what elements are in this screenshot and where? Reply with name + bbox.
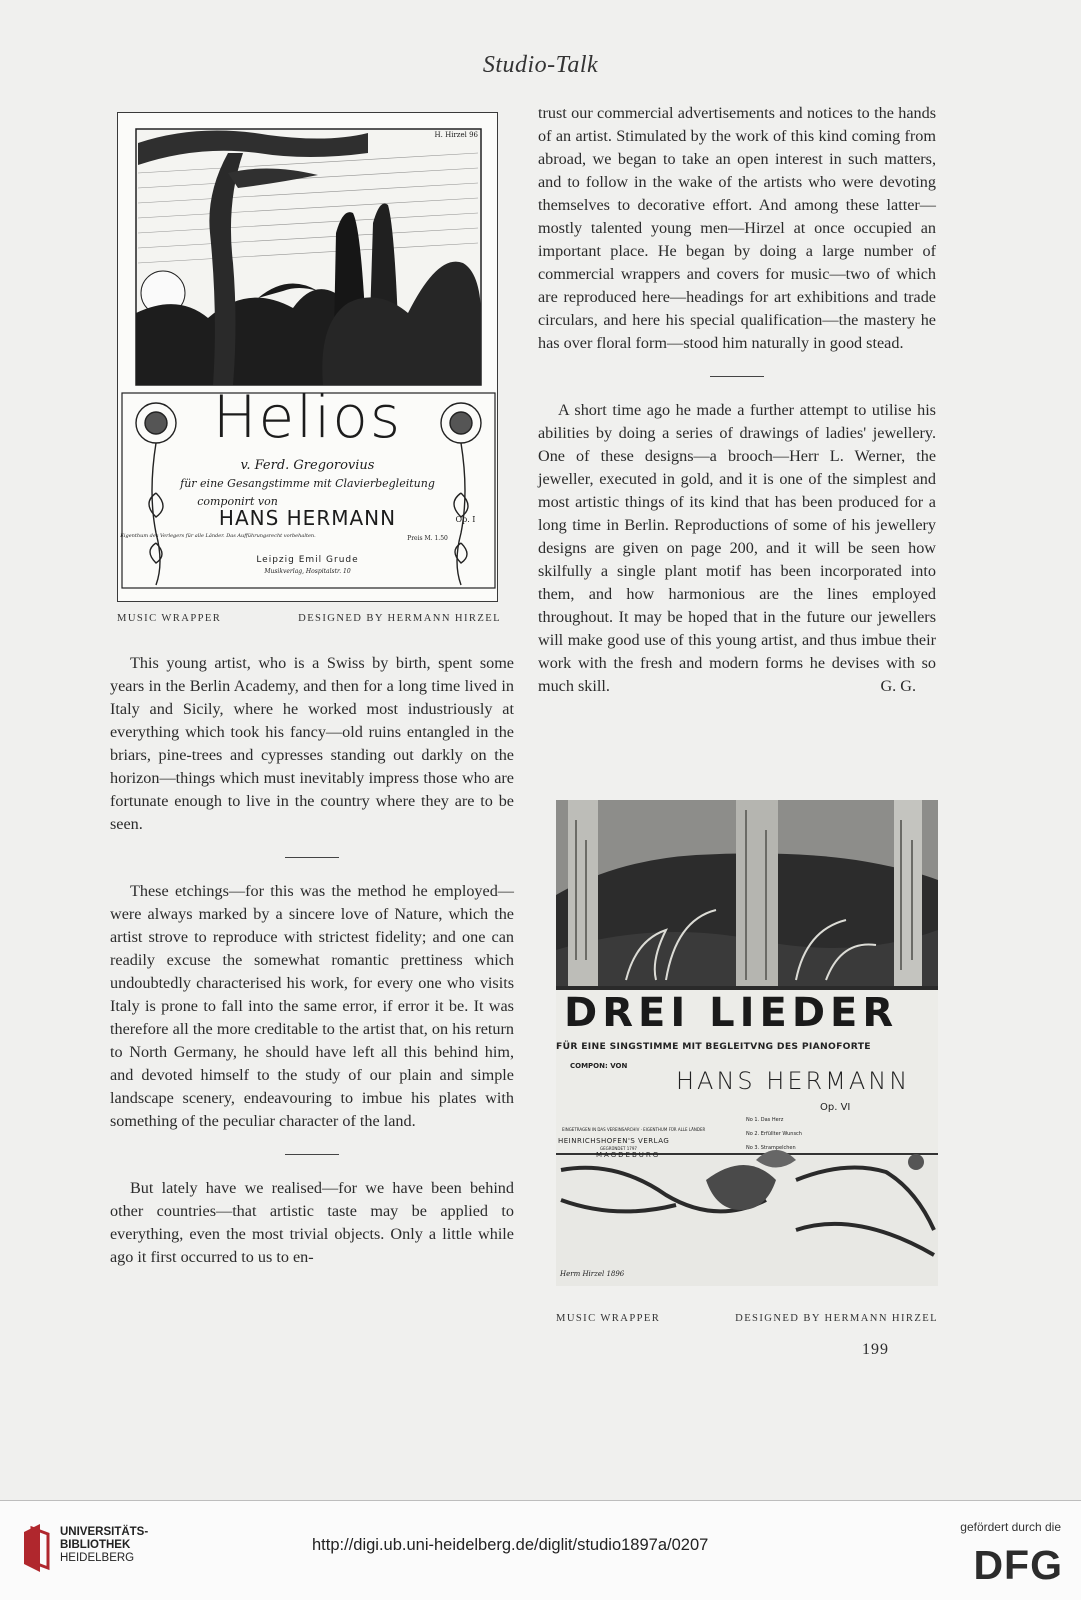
drei-lieder-componist: COMPON: VON [570,1062,628,1070]
paragraph: trust our commercial advertisements and notices to the hands of an artist. Stimulated by the work of this kind coming from abroad, we began to take an open interest in such matters, and to follow in the wake of the artists who were devoting themselves to decorative effort. And among these latter—mostly talented young men—Hirzel at once occupied an important place. He began by doing a large number of commercial wrappers and covers for music—two of which are reproduced here—headings for art exhibitions and trade circulars, and here his special qualification—the mastery he has over floral form—stood him naturally in good stead. [538,104,936,352]
section-divider [285,1154,339,1155]
drei-lieder-song-1: No 1. Das Herz [746,1117,784,1123]
helios-music-wrapper-figure [117,112,498,602]
library-name [60,1526,148,1565]
paragraph [538,399,936,698]
helios-composer: HANS HERMANN [218,506,397,530]
drei-lieder-signature: Herm Hirzel 1896 [560,1270,625,1278]
helios-publisher: Leipzig Emil Grude [256,555,359,565]
library-line: HEIDELBERG [60,1552,135,1564]
page-number: 199 [862,1341,889,1358]
drei-lieder-song-2: No 2. Erfüllter Wunsch [746,1131,802,1137]
drei-lieder-city-prefix: GEGRÜNDET 1797 [600,1146,637,1151]
drei-lieder-composer: HANS HERMANN [676,1067,911,1095]
caption-right: DESIGNED BY HERMANN HIRZEL [735,1313,938,1324]
running-head: Studio-Talk [482,52,599,78]
funded-by-label: gefördert durch die [960,1520,1061,1534]
footer-divider [0,1500,1081,1501]
author-initials: G. G. [880,677,916,695]
library-line: BIBLIOTHEK [60,1539,131,1551]
helios-componist: componirt von [197,495,278,508]
helios-price: Preis M. 1.50 [407,535,448,542]
drei-lieder-subtitle: FÜR EINE SINGSTIMME MIT BEGLEITVNG DES PIANOFORTE [556,1041,871,1052]
helios-signature: H. Hirzel 96 [434,131,478,139]
paragraph: This young artist, who is a Swiss by birth, spent some years in the Berlin Academy, and then for a long time lived in Italy and Sicily, where he worked most industriously at everything which took his fancy—old ruins entangled in the briars, pine-trees and cypresses standing out darkly on the horizon—things which must inevitably impress those who are fortunate enough to live in the country where they are to be seen. [110,654,514,833]
paragraph: These etchings—for this was the method he employed—were always marked by a sincere love of Nature, which the artist strove to reproduce with strictest fidelity; and one can readily excuse the somewhat romantic prettiness which undoubtedly characterised his work, for every one who visits Italy is prone to fall into the same error, if error it be. It was therefore all the more creditable to the artist that, on his return to North Germany, he should have left all this behind him, and devoted himself to the study of our plain and simple landscape scenery, endeavouring to imbue his plates with something of the peculiar character of the land. [110,882,514,1130]
paragraph-text: A short time ago he made a further attempt to utilise his abilities by doing a series of drawings of ladies' jewellery. One of these designs—a brooch—Herr L. Werner, the jeweller, executed in gold, and it is one of the simplest and most artistic things of its kind that has been produced for a long time in Berlin. Reproductions of some of his jewellery designs are given on page 200, and it will be seen how skilfully a single plant motif has been incorporated into them, and how harmonious are the lines employed throughout. It may be hoped that in the future our jewellers will make good use of this young artist, and thus imbue their work with the fresh and modern forms he devises with so much skill. [538,401,936,695]
right-column-text [538,102,936,698]
drei-lieder-publisher-note: EINGETRAGEN IN DAS VEREINSARCHIV · EIGENTHUM FÜR ALLE LÄNDER [562,1127,706,1132]
caption-right: DESIGNED BY HERMANN HIRZEL [298,613,501,624]
helios-address: Musikverlag, Hospitalstr. 10 [264,568,351,575]
drei-lieder-city: MAGDEBURG [596,1151,661,1159]
drei-lieder-publisher: HEINRICHSHOFEN'S VERLAG [558,1137,670,1145]
permalink[interactable]: http://digi.ub.uni-heidelberg.de/diglit/studio1897a/0207 [312,1536,709,1554]
helios-title: Helios [212,383,403,451]
digitization-footer [0,1500,1081,1600]
drei-lieder-opus: Op. VI [820,1102,851,1113]
helios-dedication: für eine Gesangstimme mit Clavierbegleitung [180,477,435,490]
drei-lieder-title: DREI LIEDER [564,990,899,1036]
dfg-logo: DFG [973,1542,1063,1588]
caption-left: MUSIC WRAPPER [556,1313,661,1324]
helios-rights: Eigenthum des Verlegers für alle Länder. Das Aufführungsrecht vorbehalten. [120,533,316,539]
caption-left: MUSIC WRAPPER [117,613,222,624]
drei-lieder-song-3: No 3. Strampelchen [746,1145,796,1151]
paragraph: But lately have we realised—for we have been behind other countries—that artistic taste may be applied to everything, even the most trivial objects. Only a little while ago it first occurred to us to en- [110,1179,514,1266]
section-divider [710,376,764,377]
library-line: UNIVERSITÄTS- [60,1526,149,1538]
helios-poet: v. Ferd. Gregorovius [240,458,375,473]
section-divider [285,857,339,858]
drei-lieder-music-wrapper-figure [556,800,938,1286]
university-library-logo-icon [20,1522,54,1574]
left-column-text [110,652,514,1269]
helios-opus: Op. I [455,515,476,524]
